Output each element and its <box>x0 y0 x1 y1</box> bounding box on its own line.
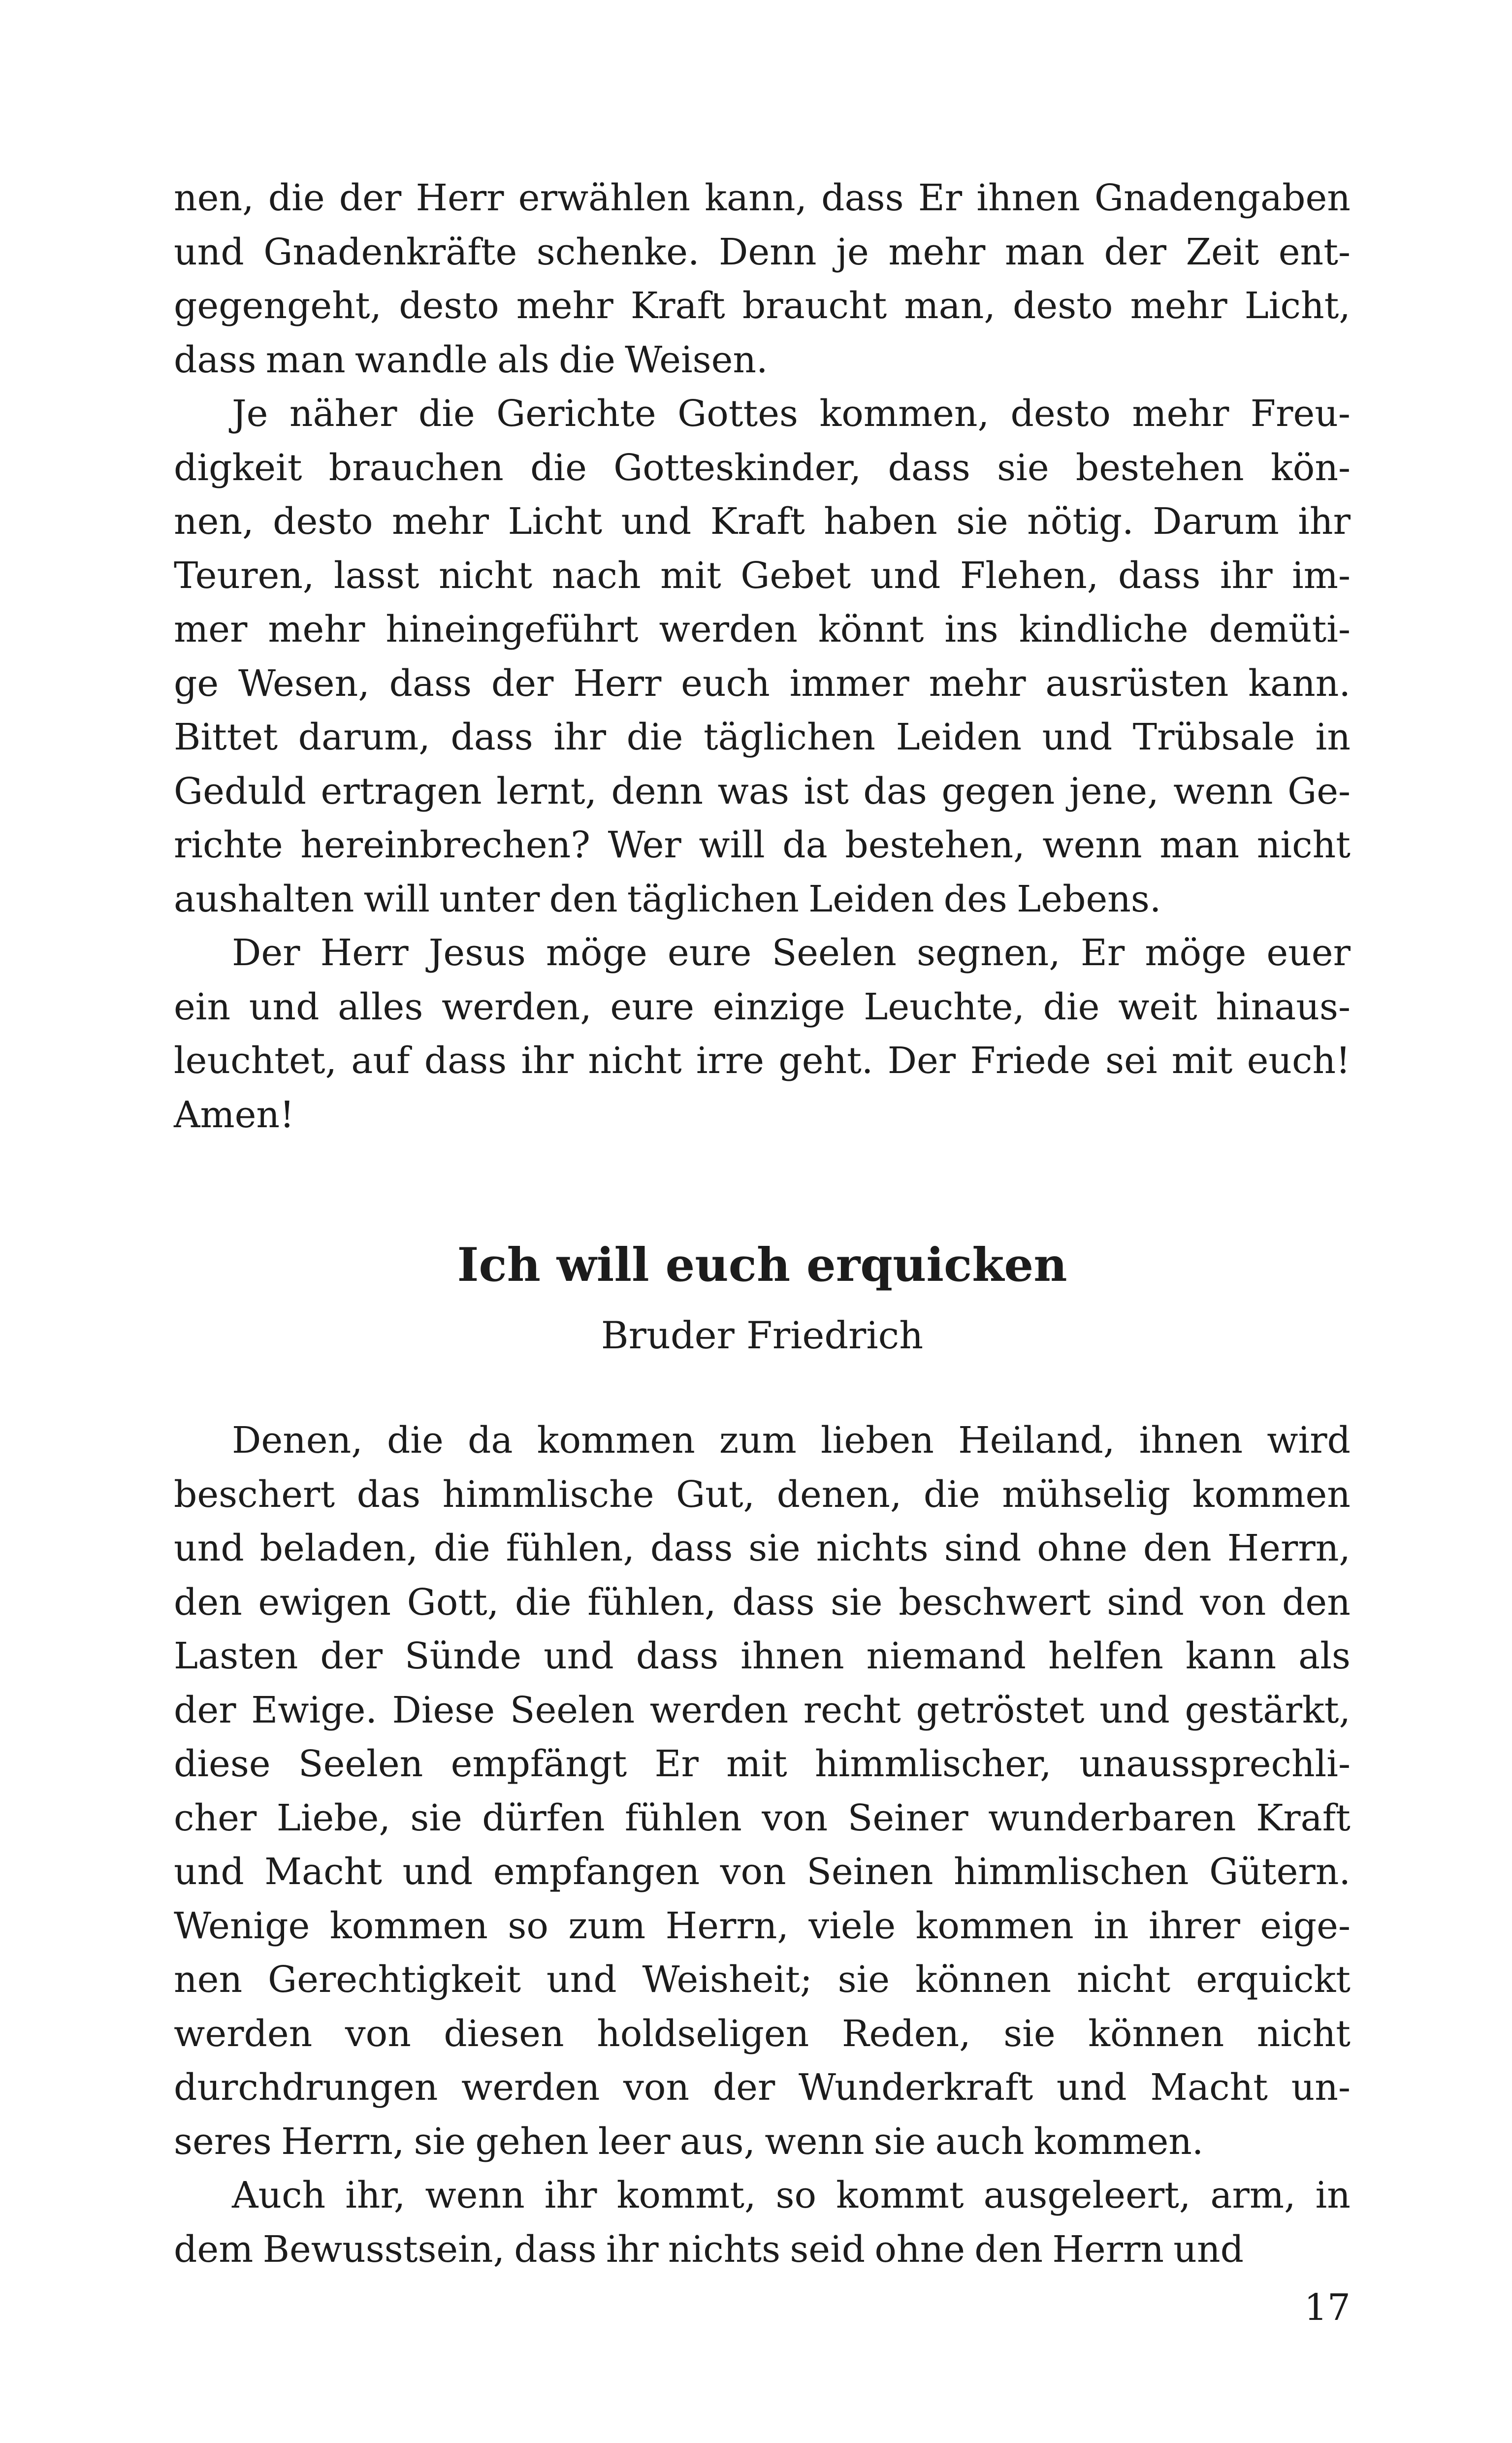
paragraph <box>174 2169 1351 2277</box>
text-line: leuchtet, auf dass ihr nicht irre geht. Der Friede sei mit euch! <box>174 1040 1351 1082</box>
text-line: dass man wandle als die Weisen. <box>174 338 768 381</box>
text-line: Auch ihr, wenn ihr kommt, so kommt ausgeleert, arm, in <box>232 2174 1351 2216</box>
text-line: Denen, die da kommen zum lieben Heiland, ihnen wird <box>232 1419 1351 1462</box>
text-line: und Gnadenkräfte schenke. Denn je mehr man der Zeit ent- <box>174 230 1351 273</box>
section-author: Bruder Friedrich <box>601 1313 924 1357</box>
text-line: ein und alles werden, eure einzige Leuchte, die weit hinaus- <box>174 985 1351 1028</box>
paragraph <box>174 1414 1351 2169</box>
text-line: Amen! <box>174 1093 294 1136</box>
text-line: Bittet darum, dass ihr die täglichen Leiden und Trübsale in <box>174 716 1351 758</box>
text-line: richte hereinbrechen? Wer will da bestehen, wenn man nicht <box>174 824 1351 866</box>
text-line: und beladen, die fühlen, dass sie nichts sind ohne den Herrn, <box>174 1527 1351 1569</box>
text-line: Geduld ertragen lernt, denn was ist das gegen jene, wenn Ge- <box>174 770 1351 813</box>
page-body <box>174 171 1351 2277</box>
text-line: werden von diesen holdseligen Reden, sie können nicht <box>174 2012 1351 2055</box>
text-line: Lasten der Sünde und dass ihnen niemand helfen kann als <box>174 1635 1351 1677</box>
page-number: 17 <box>1304 2286 1351 2329</box>
text-line: aushalten will unter den täglichen Leiden des Lebens. <box>174 878 1161 920</box>
text-line: den ewigen Gott, die fühlen, dass sie beschwert sind von den <box>174 1581 1351 1624</box>
text-line: Wenige kommen so zum Herrn, viele kommen in ihrer eige- <box>174 1904 1351 1947</box>
text-line: Der Herr Jesus möge eure Seelen segnen, Er möge euer <box>232 932 1351 974</box>
text-line: Teuren, lasst nicht nach mit Gebet und Flehen, dass ihr im- <box>174 554 1351 597</box>
text-line: digkeit brauchen die Gotteskinder, dass sie bestehen kön- <box>174 446 1351 489</box>
text-line: Je näher die Gerichte Gottes kommen, desto mehr Freu- <box>232 392 1351 435</box>
paragraph <box>174 171 1351 387</box>
text-line: durchdrungen werden von der Wunderkraft und Macht un- <box>174 2066 1351 2109</box>
text-line: nen Gerechtigkeit und Weisheit; sie können nicht erquickt <box>174 1958 1351 2001</box>
section-heading-block <box>174 1142 1351 1414</box>
text-line: seres Herrn, sie gehen leer aus, wenn sie auch kommen. <box>174 2120 1204 2163</box>
text-line: nen, desto mehr Licht und Kraft haben sie nötig. Darum ihr <box>174 500 1351 543</box>
paragraph <box>174 926 1351 1142</box>
text-line: gegengeht, desto mehr Kraft braucht man, desto mehr Licht, <box>174 285 1351 327</box>
section-title: Ich will euch erquicken <box>457 1238 1067 1292</box>
paragraph <box>174 387 1351 926</box>
text-line: diese Seelen empfängt Er mit himmlischer, unaussprechli- <box>174 1743 1351 1785</box>
text-line: ge Wesen, dass der Herr euch immer mehr ausrüsten kann. <box>174 662 1351 705</box>
text-line: dem Bewusstsein, dass ihr nichts seid ohne den Herrn und <box>174 2228 1244 2271</box>
text-line: der Ewige. Diese Seelen werden recht getröstet und gestärkt, <box>174 1689 1351 1731</box>
top-text <box>174 171 1351 1142</box>
text-line: nen, die der Herr erwählen kann, dass Er ihnen Gnadengaben <box>174 177 1351 219</box>
text-line: und Macht und empfangen von Seinen himmlischen Gütern. <box>174 1851 1351 1893</box>
text-line: cher Liebe, sie dürfen fühlen von Seiner wunderbaren Kraft <box>174 1796 1351 1839</box>
text-line: mer mehr hineingeführt werden könnt ins kindliche demüti- <box>174 608 1351 651</box>
bottom-text <box>174 1414 1351 2277</box>
text-line: beschert das himmlische Gut, denen, die mühselig kommen <box>174 1473 1351 1516</box>
